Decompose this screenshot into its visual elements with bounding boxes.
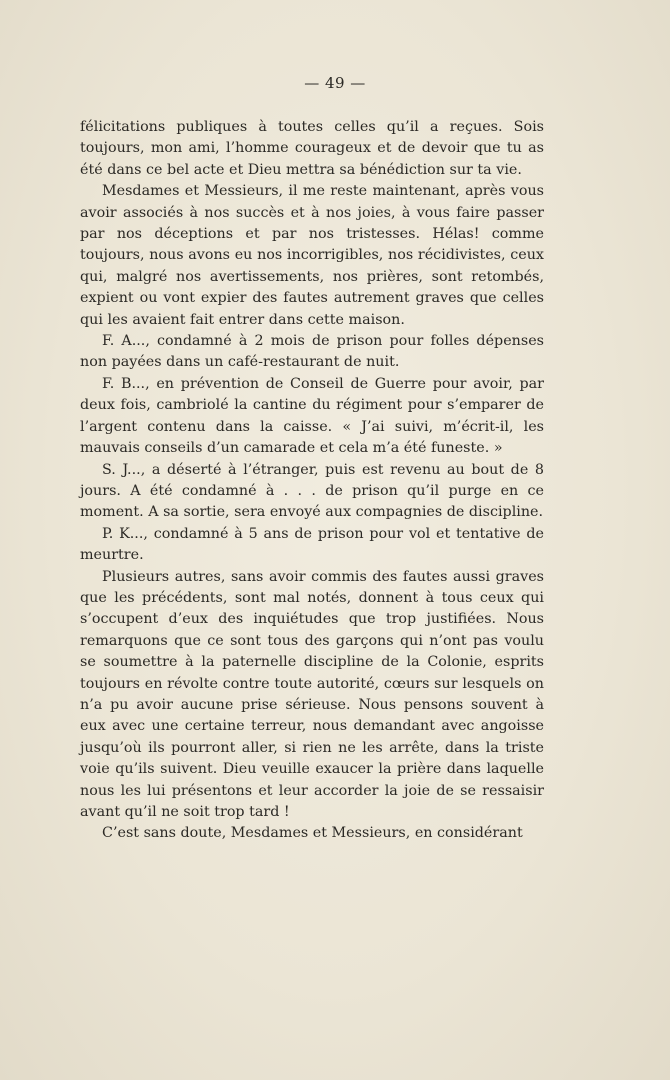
paragraph-case-fb: F. B..., en prévention de Conseil de Guerre pour avoir, par deux fois, cambriolé la cantine du régiment pour s’emparer de l’argent contenu dans la caisse. « J’ai suivi, m’écrit-il, les mauvais conseils d’un camarade et cela m’a été funeste. » — [80, 375, 544, 457]
paragraph-case-pk: P. K..., condamné à 5 ans de prison pour vol et tentative de meurtre. — [80, 525, 544, 564]
paragraph-case-fa: F. A..., condamné à 2 mois de prison pour folles dépenses non payées dans un café-restaurant de nuit. — [80, 333, 544, 371]
paragraph-intro-deceptions: Mesdames et Messieurs, il me reste maintenant, après vous avoir associés à nos succès et à nos joies, à vous faire passer par nos déceptions et par nos tristesses. Hélas! comme toujours, nous avons eu nos incorrigibles, nos récidivistes, ceux qui, malgré nos avertissements, nos prières, sont retombés, expient ou vont expier des fautes autrement graves que celles qui les avaient fait entrer dans cette maison. — [80, 183, 544, 328]
body-text — [80, 117, 544, 845]
paragraph-others: Plusieurs autres, sans avoir commis des fautes aussi graves que les précédents, sont mal notés, donnent à tous ceux qui s’occupent d’eux des inquiétudes que trop justifiées. Nous remarquons que ce sont tous des garçons qui n’ont pas voulu se soumettre à la paternelle discipline de la Colonie, esprits toujours en révolte contre toute autorité, cœurs sur lesquels on n’a pu avoir aucune prise sérieuse. Nous pensons souvent à eux avec une certaine terreur, nous demandant avec angoisse jusqu’où ils pourront aller, si rien ne les arrête, dans la triste voie qu’ils suivent. Dieu veuille exaucer la prière dans laquelle nous les lui présentons et leur accorder la joie de se ressaisir avant qu’il ne soit trop tard ! — [80, 568, 544, 820]
page-number: — 49 — — [304, 74, 366, 92]
paragraph-continuation: félicitations publiques à toutes celles qu’il a reçues. Sois toujours, mon ami, l’homme courageux et de devoir que tu as été dans ce bel acte et Dieu mettra sa bénédiction sur ta vie. — [80, 119, 544, 178]
paragraph-case-sj: S. J..., a déserté à l’étranger, puis est revenu au bout de 8 jours. A été condamné à . . . de prison qu’il purge en ce moment. A sa sortie, sera envoyé aux compagnies de discipline. — [80, 461, 544, 521]
paragraph-closing: C’est sans doute, Mesdames et Messieurs, en considérant — [102, 825, 523, 842]
